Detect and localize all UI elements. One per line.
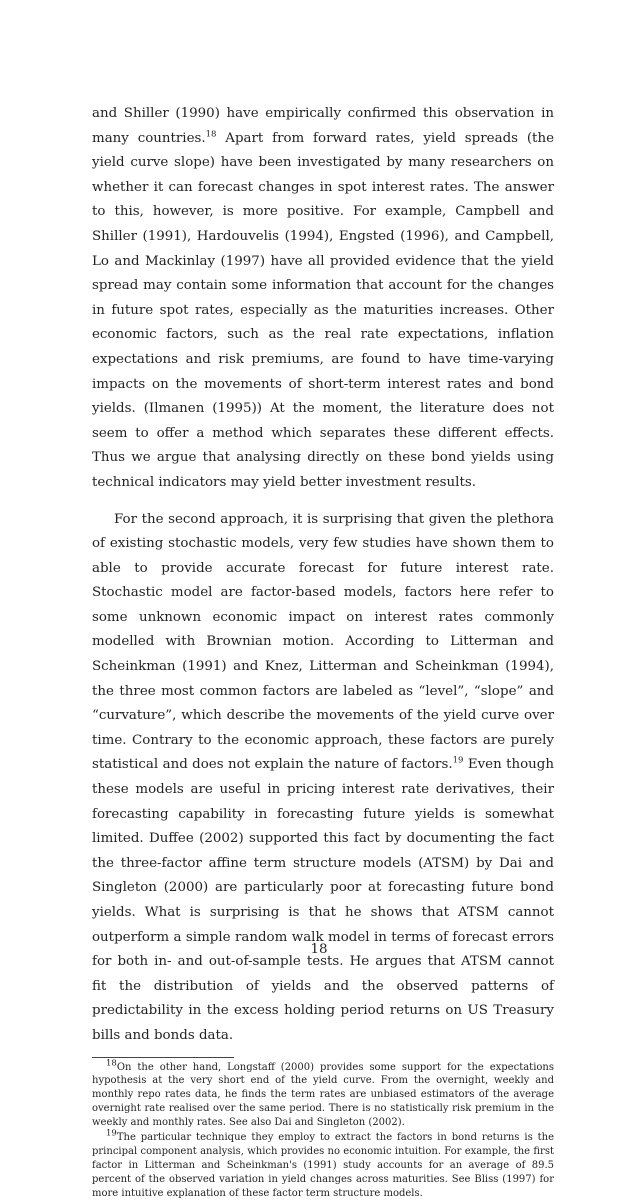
footnote-19 [92,1128,554,1201]
footnote-18 [92,1058,554,1131]
footnote-ref-19[interactable]: 19 [452,755,464,766]
paragraph-1-text: Apart from forward rates, yield spreads (the yield curve slope) have been investigated by many researchers on whether it can forecast changes in spot interest rates. The answer to this, however, is more positive. For example, Campbell and Shiller (1991), Hardouvelis (1994), Engsted (1996), and Campbell, Lo and Mackinlay (1997) have all provided evidence that the yield spread may contain some information that account for the changes in future spot rates, especially as the maturities increases. Other economic factors, such as the real rate expectations, inflation expectations and risk premiums, are found to have time-varying impacts on the movements of short-term interest rates and bond yields. (Ilmanen (1995)) At the moment, the literature does not seem to offer a method which separates these different effects. Thus we argue that analysing directly on these bond yields using technical indicators may yield better investment results. [92,130,554,490]
paragraph-2-part-b: Even though these models are useful in pricing interest rate derivatives, their forecasting capability in forecasting future yields is somewhat limited. Duffee (2002) supported this fact by documenting the fact the three-factor affine term structure models (ATSM) by Dai and Singleton (2000) are particularly poor at forecasting future bond yields. What is surprising is that he shows that ATSM cannot outperform a simple random walk model in terms of forecast errors for both in- and out-of-sample tests. He argues that ATSM cannot fit the distribution of yields and the observed patterns of predictability in the excess holding period returns on US Treasury bills and bonds data. [92,757,554,1043]
paragraph-1 [92,102,554,496]
paragraph-2 [92,508,554,1049]
footnote-text: On the other hand, Longstaff (2000) provides some support for the expectations hypothesis at the very short end of the yield curve. From the overnight, weekly and monthly repo rates data, he finds the term rates are unbiased estimators of the average overnight rate realised over the same period. There is no statistically risk premium in the weekly and monthly rates. See also Dai and Singleton (2002). [92,1061,554,1129]
paragraph-2-part-a: For the second approach, it is surprising that given the plethora of existing stochastic models, very few studies have shown them to able to provide accurate forecast for future interest rate. Stochastic model are factor-based models, factors here refer to some unknown economic impact on interest rates commonly modelled with Brownian motion. According to Litterman and Scheinkman (1991) and Knez, Litterman and Scheinkman (1994), the three most common factors are labeled as “level”, “slope” and “curvature”, which describe the movements of the yield curve over time. Contrary to the economic approach, these factors are purely statistical and does not explain the nature of factors. [92,511,554,773]
footnote-number: 18 [106,1058,117,1069]
paragraph-1-lead: and Shiller (1990) have empirically confirmed this observation in many countries. [92,106,554,146]
page-number: 18 [310,942,328,957]
footnote-number: 19 [106,1128,117,1139]
page-body [92,102,554,1201]
footnote-ref-18[interactable]: 18 [205,129,217,140]
footnote-text: The particular technique they employ to extract the factors in bond returns is the principal component analysis, which provides no economic intuition. For example, the first factor in Litterman and Scheinkman's (1991) study accounts for an average of 89.5 percent of the observed variation in yield changes across maturities. See Bliss (1997) for more intuitive explanation of these factor term structure models. [92,1132,554,1199]
